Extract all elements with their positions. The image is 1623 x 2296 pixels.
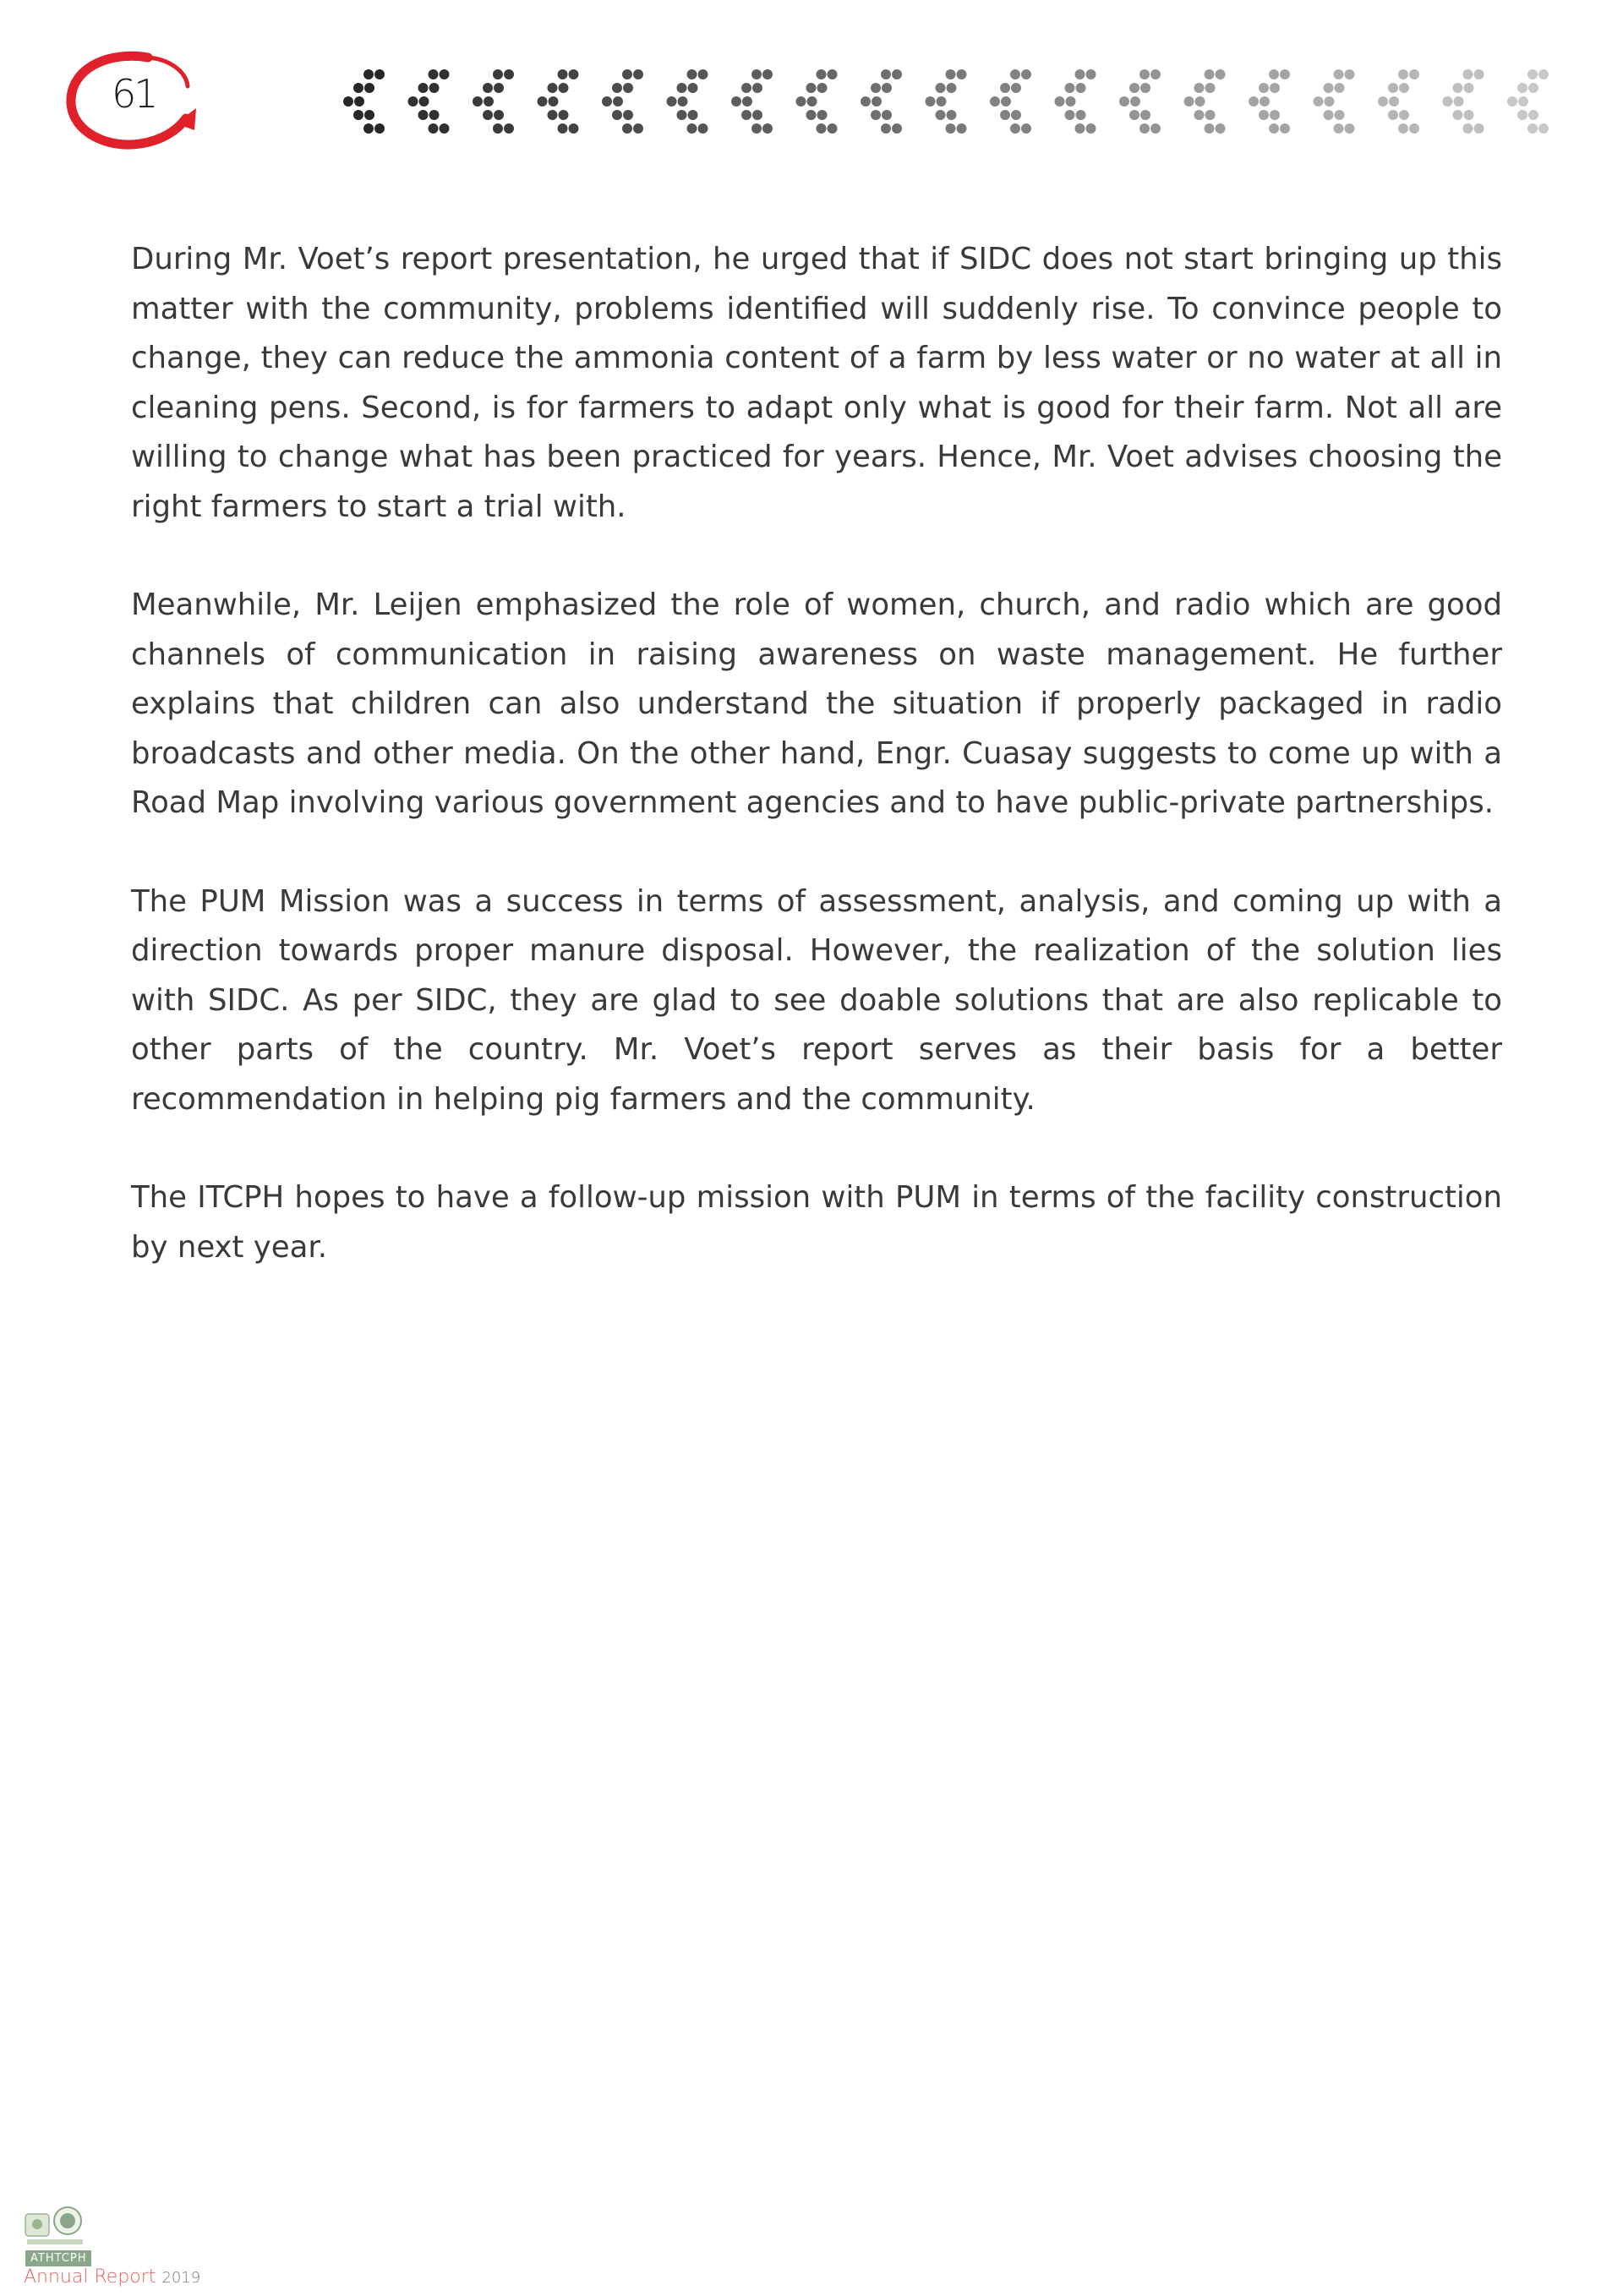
chevron-left-dotted-icon	[1184, 69, 1226, 134]
chevron-left-dotted-icon	[667, 69, 708, 134]
paragraph-4: The ITCPH hopes to have a follow-up mission with PUM in terms of the facility construction by next year.	[131, 1180, 1502, 1265]
footer-logo	[24, 2202, 243, 2287]
chevron-left-dotted-icon	[473, 69, 514, 134]
chevron-left-dotted-icon	[731, 69, 773, 134]
chevron-left-dotted-icon	[602, 69, 643, 134]
chevron-left-dotted-icon	[1119, 69, 1161, 134]
chevron-left-dotted-icon	[926, 69, 967, 134]
chevron-left-dotted-icon	[990, 69, 1031, 134]
chevron-left-dotted-icon	[861, 69, 902, 134]
chevron-left-dotted-icon	[1378, 69, 1419, 134]
chevron-left-dotted-icon	[796, 69, 838, 134]
chevron-left-dotted-icon	[1249, 69, 1290, 134]
report-title-annual: Annual	[24, 2266, 95, 2288]
page-number: 61	[112, 71, 156, 117]
paragraph-2: Meanwhile, Mr. Leijen emphasized the role of women, church, and radio which are good channels of communication in raising awareness on waste management. He further explains that children can also understand the situation if properly packaged in radio broadcasts and other media. On the other hand, Engr. Cuasay suggests to come up with a Road Map involving various government agencies and to have public-private partnerships.	[131, 588, 1502, 820]
institution-logos-icon	[24, 2202, 87, 2249]
brand-tag: ATHTCPH	[25, 2250, 91, 2266]
chevron-left-dotted-icon	[1507, 69, 1549, 134]
chevron-strip	[338, 59, 1606, 144]
paragraph-3: The PUM Mission was a success in terms of assessment, analysis, and coming up with a direction towards proper manure disposal. However, the realization of the solution lies with SIDC. As per SIDC, they are glad to see doable solutions that are also replicable to other parts of the country. Mr. Voet’s report serves as their basis for a better recommendation in helping pig farmers and the community.	[131, 883, 1502, 1117]
chevron-left-dotted-icon	[1443, 69, 1484, 134]
report-title-report: Report	[94, 2266, 162, 2288]
chevron-left-dotted-icon	[1314, 69, 1355, 134]
report-year: 2019	[161, 2269, 201, 2287]
body-text	[131, 235, 1502, 1321]
chevron-left-dotted-icon	[343, 69, 385, 134]
chevron-left-dotted-icon	[408, 69, 450, 134]
report-title	[24, 2266, 200, 2289]
paragraph-1: During Mr. Voet’s report presentation, he urged that if SIDC does not start bringing up this matter with the community, problems identified will suddenly rise. To convince people to change, they can reduce the ammonia content of a farm by less water or no water at all in cleaning pens. Second, is for farmers to adapt only what is good for their farm. Not all are willing to change what has been practiced for years. Hence, Mr. Voet advises choosing the right farmers to start a trial with.	[131, 242, 1502, 524]
chevron-left-dotted-icon	[1055, 69, 1096, 134]
chevron-left-dotted-icon	[538, 69, 579, 134]
